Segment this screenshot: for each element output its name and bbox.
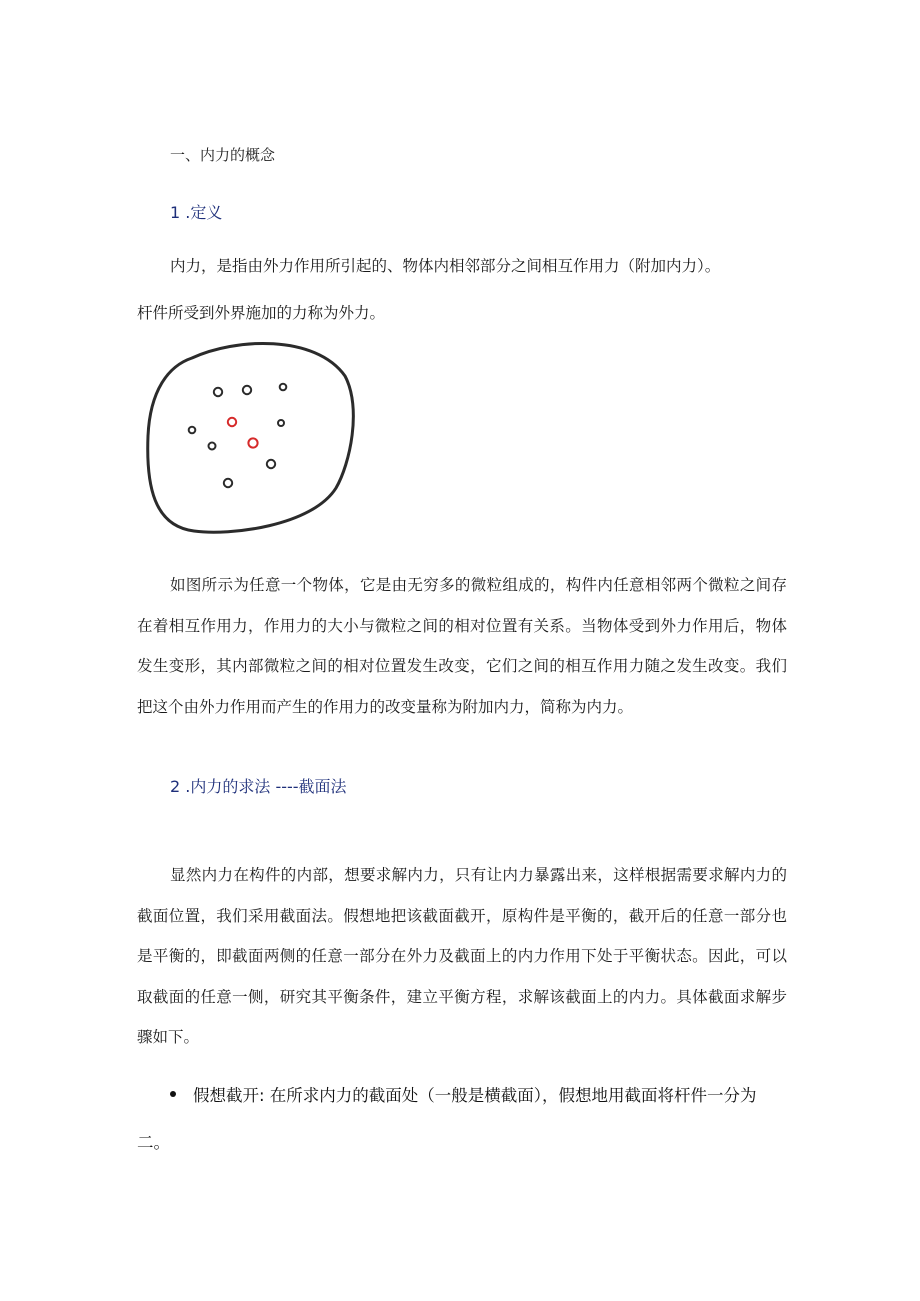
definition-text-line2: 杆件所受到外界施加的力称为外力。 [137,304,386,322]
definition-text-line1: 内力，是指由外力作用所引起的、物体内相邻部分之间相互作用力（附加内力）。 [170,257,721,275]
section-method-paragraph: 显然内力在构件的内部，想要求解内力，只有让内力暴露出来，这样根据需要求解内力的截面位置，我们采用截面法。假想地把该截面截开，原构件是平衡的，截开后的任意一部分也是平衡的，即截面两侧的任意一部分在外力及截面上的内力作用下处于平衡状态。因此，可以取截面的任意一侧，研究其平衡条件，建立平衡方程，求解该截面上的内力。具体截面求解步骤如下。 [137,866,787,1046]
particle [267,460,275,468]
particle-highlighted [228,418,236,426]
definition-heading: 1 .定义 [170,203,223,222]
particle [280,384,287,391]
particle [214,388,222,396]
particle-explanation-paragraph: 如图所示为任意一个物体，它是由无穷多的微粒组成的，构件内任意相邻两个微粒之间存在着相互作用力，作用力的大小与微粒之间的相对位置有关系。当物体受到外力作用后，物体发生变形，其内部微粒之间的相对位置发生改变，它们之间的相互作用力随之发生改变。我们把这个由外力作用而产生的作用力的改变量称为附加内力，简称为内力。 [137,576,787,716]
particle [209,443,216,450]
method-heading: 2 .内力的求法 ----截面法 [170,777,347,796]
particle [243,386,251,394]
particle [189,427,196,434]
particle-body-figure [140,336,360,542]
particle [224,479,232,487]
bullet-step-line2: 二。 [137,1133,170,1152]
section-heading: 一、内力的概念 [170,146,276,164]
bullet-icon [170,1091,176,1097]
particle-highlighted [248,438,257,447]
body-outline [148,343,354,532]
particle [278,420,284,426]
bullet-step-line1: 假想截开: 在所求内力的截面处（一般是横截面），假想地用截面将杆件一分为 [193,1086,757,1105]
